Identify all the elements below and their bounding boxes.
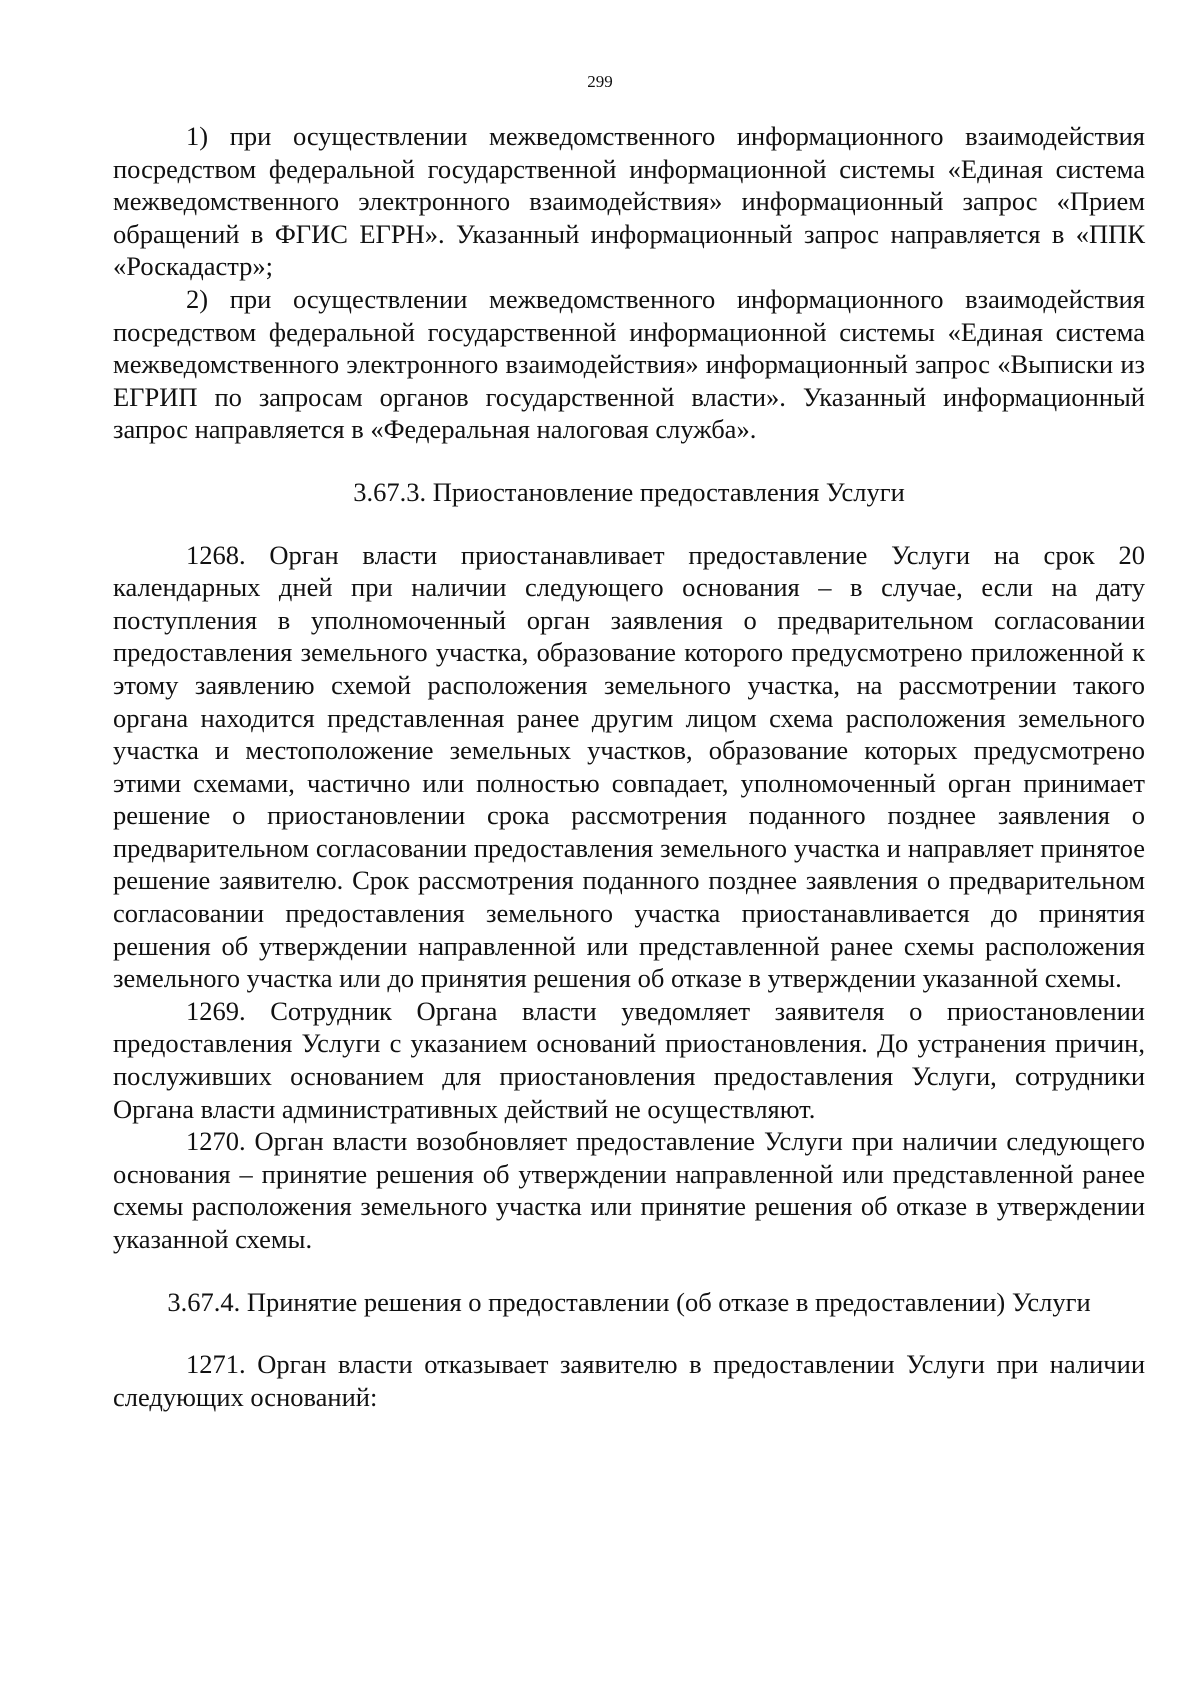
document-body [113,120,1145,1413]
section-heading-3-67-3: 3.67.3. Приостановление предоставления Услуги [353,476,905,507]
paragraph-item-1: 1) при осуществлении межведомственного информационного взаимодействия посредством федеральной государственной информационной системы «Единая система межведомственного электронного взаимодействия» информационный запрос «Прием обращений в ФГИС ЕГРН». Указанный информационный запрос направляется в «ППК «Роскадастр»; [113,121,1145,282]
paragraph-1270: 1270. Орган власти возобновляет предоставление Услуги при наличии следующего основания – принятие решения об утверждении направленной или представленной ранее схемы расположения земельного участка или принятие решения об отказе в утверждении указанной схемы. [113,1126,1145,1254]
paragraph-1268: 1268. Орган власти приостанавливает предоставление Услуги на срок 20 календарных дней при наличии следующего основания – в случае, если на дату поступления в уполномоченный орган заявления о предварительном согласовании предоставления земельного участка, образование которого предусмотрено приложенной к этому заявлению схемой расположения земельного участка, на рассмотрении такого органа находится представленная ранее другим лицом схема расположения земельного участка и местоположение земельных участков, образование которых предусмотрено этими схемами, частично или полностью совпадает, уполномоченный орган принимает решение о приостановлении срока рассмотрения поданного позднее заявления о предварительном согласовании предоставления земельного участка и направляет принятое решение заявителю. Срок рассмотрения поданного позднее заявления о предварительном согласовании предоставления земельного участка приостанавливается до принятия решения об утверждении направленной или представленной ранее схемы расположения земельного участка или до принятия решения об отказе в утверждении указанной схемы. [113,539,1145,994]
paragraph-1269: 1269. Сотрудник Органа власти уведомляет заявителя о приостановлении предоставления Услуги с указанием оснований приостановления. До устранения причин, послуживших основанием для приостановления предоставления Услуги, сотрудники Органа власти административных действий не осуществляют. [113,995,1145,1124]
page-number: 299 [587,72,613,91]
paragraph-item-2: 2) при осуществлении межведомственного информационного взаимодействия посредством федеральной государственной информационной системы «Единая система межведомственного электронного взаимодействия» информационный запрос «Выписки из ЕГРИП по запросам органов государственной власти». Указанный информационный запрос направляется в «Федеральная налоговая служба». [113,283,1145,445]
paragraph-1271: 1271. Орган власти отказывает заявителю в предоставлении Услуги при наличии следующих оснований: [113,1349,1145,1412]
section-heading-3-67-4: 3.67.4. Принятие решения о предоставлении (об отказе в предоставлении) Услуги [167,1286,1091,1317]
